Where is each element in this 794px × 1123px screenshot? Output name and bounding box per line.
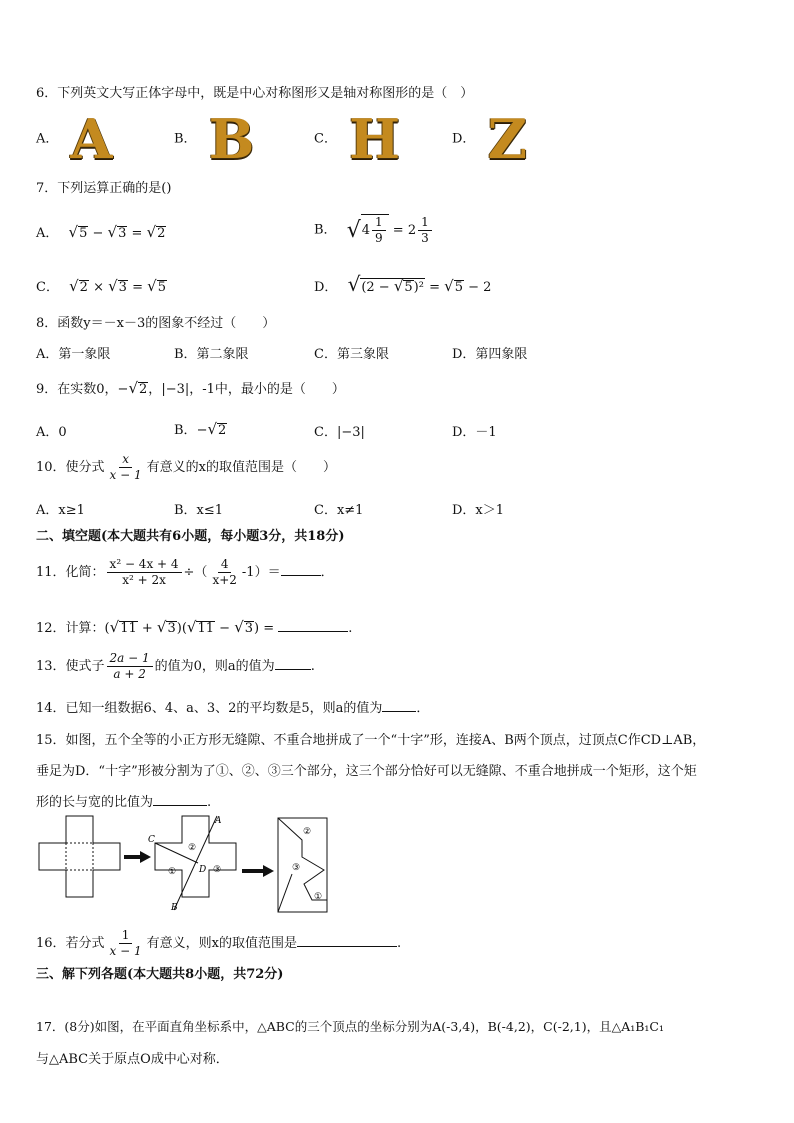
q6-stem: 6．下列英文大写正体字母中，既是中心对称图形又是轴对称图形的是（ ） <box>36 86 474 101</box>
q8-option-c: C．第三象限 <box>314 347 389 362</box>
q13 <box>36 651 315 682</box>
cross-shape-2 <box>155 816 236 910</box>
q13-answer-blank[interactable] <box>275 657 311 670</box>
q9-stem-start: 9．在实数0， <box>36 382 118 397</box>
q13-fraction: $\frac{2a - 1}{a + 2}$ <box>107 651 153 682</box>
q6-option-a-label: A． <box>36 131 59 147</box>
q7-option-a-label: A． <box>36 226 59 241</box>
q9-option-b-label: B． <box>174 423 197 438</box>
q15-line-3-text: 形的长与宽的比值为 <box>36 795 154 810</box>
q7-option-c-expr: √2 × √3 = √5 <box>69 277 166 295</box>
q16-fraction: $\frac{1}{x - 1}$ <box>109 928 142 958</box>
q7-option-b-label: B． <box>314 222 337 238</box>
q9-stem-end: ，-1中，最小的是（ ） <box>189 382 345 397</box>
fig-part-1-label: ① <box>168 867 177 877</box>
q11 <box>36 557 334 588</box>
q6-option-b-label: B． <box>174 131 197 147</box>
q7-option-d <box>314 272 491 296</box>
q7-option-a-expr: √5 − √3 = √2 <box>68 223 166 241</box>
q9-option-c-label: C． <box>314 425 337 440</box>
q14-end: ． <box>416 701 430 716</box>
section-2-heading: 二、填空题(本大题共有6小题，每小题3分，共18分) <box>36 529 345 544</box>
q11-post: -1）＝ <box>241 565 281 580</box>
q16 <box>36 928 401 959</box>
q16-end: . <box>396 936 402 951</box>
fig-label-b: B <box>171 903 178 913</box>
q11-answer-blank[interactable] <box>281 563 321 576</box>
q15-end: . <box>207 795 212 810</box>
q15-answer-blank[interactable] <box>153 793 207 806</box>
q9-abs-neg3: |−3| <box>161 382 190 397</box>
q9-option-b: B．−√2 <box>174 420 227 438</box>
q6-option-a <box>36 107 113 171</box>
q7-option-d-expr: √(2 − √5)² = √5 − 2 <box>347 272 492 296</box>
q8-stem: 8．函数y＝－x－3的图象不经过（ ） <box>36 316 276 331</box>
q15-line-3 <box>36 791 211 810</box>
rect-part-2-label: ② <box>303 827 312 837</box>
q14-answer-blank[interactable] <box>382 699 416 712</box>
cross-shape-1 <box>39 816 120 897</box>
q9-option-a: A．0 <box>36 425 67 440</box>
q10-stem-pre: 10．使分式 <box>36 460 105 475</box>
q14-text: 14．已知一组数据6、4、a、3、2的平均数是5，则a的值为 <box>36 701 383 716</box>
q9-stem <box>36 378 345 397</box>
q10-option-c: C．x≠1 <box>314 503 364 518</box>
q15-line-1: 15．如图，五个全等的小正方形无缝隙、不重合地拼成了一个“十字”形，连接A、B两个顶点，过顶点C作CD⊥AB， <box>36 733 706 748</box>
q8-option-a: A．第一象限 <box>36 347 111 362</box>
arrow-1 <box>124 851 151 863</box>
q10-option-a: A．x≥1 <box>36 503 85 518</box>
letter-b-image: B <box>208 107 255 171</box>
q10-fraction: $\frac{x}{x - 1}$ <box>109 452 142 482</box>
q12-end: . <box>348 621 353 636</box>
q9-stem-mid: ， <box>148 382 162 397</box>
rect-part-3-label: ③ <box>292 863 301 873</box>
q7-stem: 7．下列运算正确的是() <box>36 181 172 196</box>
q16-pre: 16．若分式 <box>36 936 105 951</box>
q12 <box>36 617 352 636</box>
fig-part-3-label: ③ <box>213 865 222 875</box>
q11-pre: 11．化简： <box>36 565 105 580</box>
fig-label-d: D <box>199 865 207 875</box>
q12-answer-blank[interactable] <box>278 619 348 632</box>
q10-stem <box>36 452 336 483</box>
q13-post: 的值为0，则a的值为 <box>154 659 275 674</box>
fig-label-c: C <box>148 835 155 845</box>
q7-option-d-label: D． <box>314 280 338 295</box>
q17-line-1: 17．(8分)如图，在平面直角坐标系中，△ABC的三个顶点的坐标分别为A(-3,4)，B(-4,2)，C(-2,1)，且△A₁B₁C₁ <box>36 1019 665 1034</box>
q6-option-d-label: D． <box>452 131 476 147</box>
q9-neg-sqrt2: −√2 <box>117 379 148 397</box>
q13-pre: 13．使式子 <box>36 659 105 674</box>
q7-option-a <box>36 222 166 241</box>
q15-line-2: 垂足为D．“十字”形被分割为了①、②、③三个部分，这三个部分恰好可以无缝隙、不重合地拼成一个矩形，这个矩 <box>36 764 697 779</box>
q11-fraction-2: $\frac{4}{x+2}$ <box>212 557 237 587</box>
q12-expr: (√11 + √3)(√11 − √3) = <box>104 618 279 636</box>
q10-option-b: B．x≤1 <box>174 503 224 518</box>
q17-line-2: 与△ABC关于原点O成中心对称． <box>36 1052 229 1067</box>
fig-part-2-label: ② <box>188 843 197 853</box>
letter-h-image: H <box>349 107 401 171</box>
q9-option-c: C．|−3| <box>314 425 365 440</box>
letter-a-image: A <box>70 107 113 171</box>
q10-stem-post: 有意义的x的取值范围是（ ） <box>146 460 336 475</box>
q8-option-b: B．第二象限 <box>174 347 249 362</box>
q6-option-b <box>174 107 255 171</box>
q6-option-d <box>452 107 527 171</box>
cross-figure <box>30 812 340 922</box>
letter-z-image: Z <box>487 107 527 171</box>
q11-mid: ÷（ <box>183 565 208 580</box>
q13-end: . <box>310 659 315 674</box>
q7-option-c <box>36 276 167 295</box>
q12-pre: 12．计算： <box>36 621 105 636</box>
q7-option-b <box>314 214 434 246</box>
q10-option-d: D．x＞1 <box>452 503 505 518</box>
q9-option-d: D．－1 <box>452 425 497 440</box>
rect-part-1-label: ① <box>314 892 323 902</box>
fig-label-a: A <box>215 816 222 826</box>
q7-option-b-expr: √4 $\frac{1}{9}$ = 2 $\frac{1}{3}$ <box>347 223 434 238</box>
section-3-heading: 三、解下列各题(本大题共8小题，共72分) <box>36 967 284 982</box>
q8-option-d: D．第四象限 <box>452 347 528 362</box>
q11-fraction-1: $\frac{\text{x² − 4x + 4}}{\text{x² + 2x}}$ <box>107 557 182 588</box>
q6-option-c <box>314 107 401 171</box>
q16-answer-blank[interactable] <box>297 934 397 947</box>
q7-option-c-label: C． <box>36 280 59 295</box>
arrow-2 <box>242 865 274 877</box>
q14 <box>36 697 429 716</box>
q6-option-c-label: C． <box>314 131 337 147</box>
q16-post: 有意义，则x的取值范围是 <box>146 936 297 951</box>
q11-end: ． <box>320 565 334 580</box>
